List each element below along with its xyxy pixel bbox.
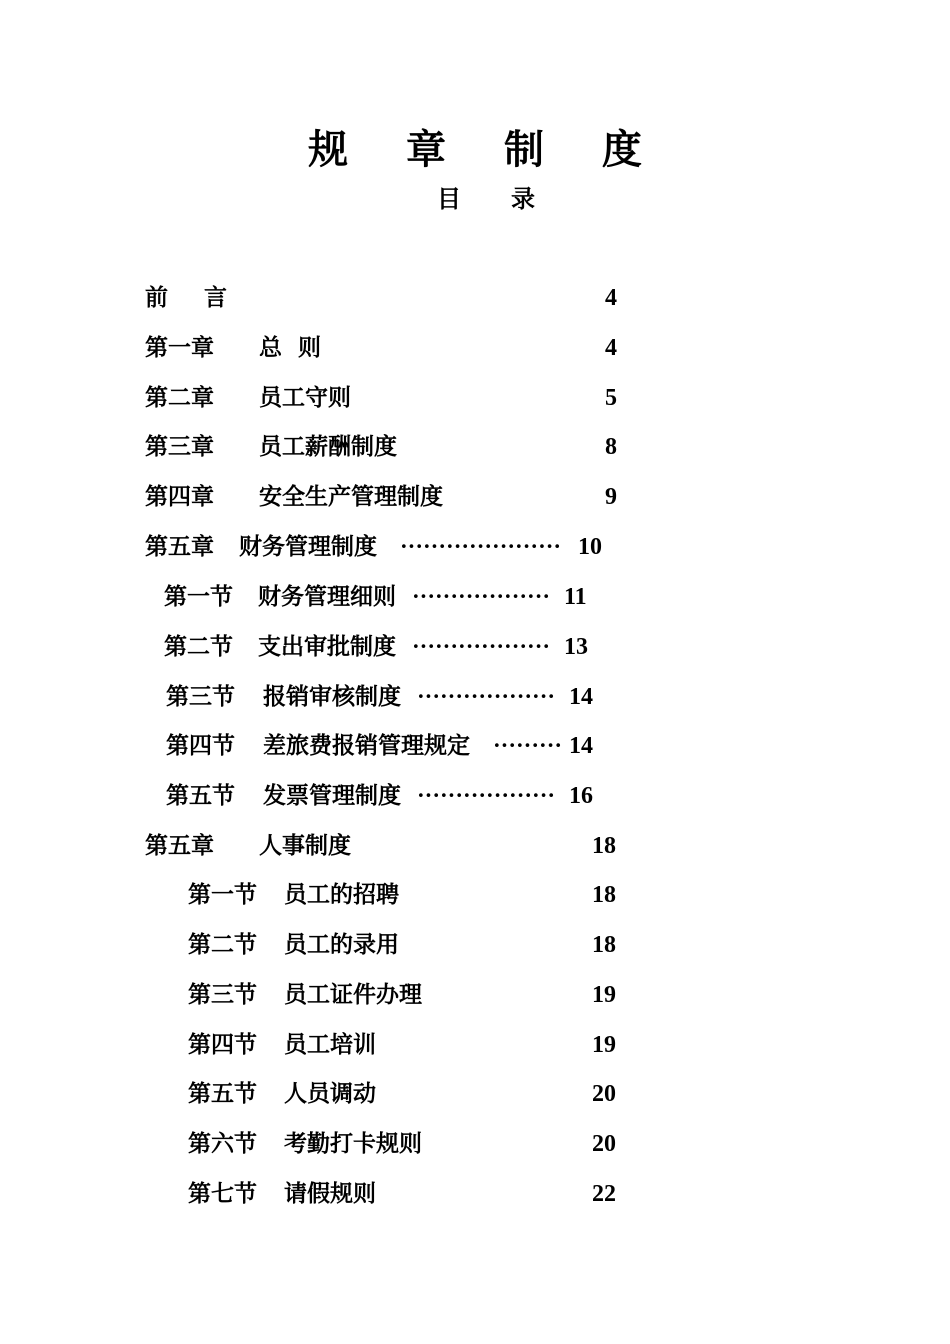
toc-entry-page: 22 bbox=[592, 1181, 616, 1207]
toc-entry-page: 18 bbox=[592, 932, 616, 958]
toc-entry-title: 员工培训 bbox=[284, 1031, 376, 1058]
toc-entry-page: 8 bbox=[605, 434, 617, 460]
toc-entry-title: 人事制度 bbox=[259, 832, 351, 859]
toc-entry-label: 第一节 bbox=[164, 583, 233, 610]
toc-entry-section[interactable] bbox=[164, 580, 604, 614]
toc-entry-label: 第三章 bbox=[145, 433, 214, 460]
toc-entry-label: 第三节 bbox=[166, 683, 235, 710]
toc-entry-page: 9 bbox=[605, 484, 617, 510]
toc-entry-label: 第四节 bbox=[188, 1031, 257, 1058]
toc-entry-label: 第五节 bbox=[166, 782, 235, 809]
toc-entry-page: 10 bbox=[578, 534, 602, 560]
toc-entry-page: 18 bbox=[592, 833, 616, 859]
toc-leader-dots: ·················· bbox=[417, 783, 556, 808]
toc-entry-label: 前 bbox=[145, 284, 168, 311]
toc-entry-title: 人员调动 bbox=[284, 1080, 376, 1107]
toc-entry-label: 第二章 bbox=[145, 384, 214, 411]
toc-entry-section[interactable] bbox=[166, 680, 606, 714]
toc-entry-chapter[interactable] bbox=[145, 381, 625, 415]
toc-entry-title: 差旅费报销管理规定 bbox=[263, 732, 470, 759]
toc-entry-page: 4 bbox=[605, 285, 617, 311]
document-title: 规 章 制 度 bbox=[308, 126, 664, 173]
toc-entry-section[interactable] bbox=[166, 779, 606, 813]
toc-leader-dots: ·················· bbox=[417, 684, 556, 709]
toc-entry-page: 20 bbox=[592, 1131, 616, 1157]
toc-entry-title: 员工的招聘 bbox=[284, 881, 399, 908]
toc-entry-chapter[interactable] bbox=[145, 331, 625, 365]
toc-entry-label: 第五章 bbox=[145, 533, 214, 560]
toc-heading-char-1: 目 bbox=[437, 184, 461, 213]
toc-entry-title: 员工的录用 bbox=[284, 931, 399, 958]
toc-entry-chapter[interactable] bbox=[145, 829, 625, 863]
toc-leader-dots: ·················· bbox=[412, 634, 551, 659]
toc-entry-label: 第一章 bbox=[145, 334, 214, 361]
toc-entry-label: 第二节 bbox=[188, 931, 257, 958]
toc-entry-title: 财务管理制度 bbox=[239, 533, 386, 560]
toc-entry-page: 5 bbox=[605, 385, 617, 411]
toc-entry-title: 总 则 bbox=[259, 334, 322, 361]
toc-entry-section[interactable] bbox=[188, 1177, 628, 1211]
toc-entry-label: 第五章 bbox=[145, 832, 214, 859]
toc-heading-char-2: 录 bbox=[511, 184, 535, 213]
toc-entry-title: 员工薪酬制度 bbox=[259, 433, 397, 460]
toc-entry-title: 员工守则 bbox=[259, 384, 351, 411]
toc-entry-page: 13 bbox=[564, 634, 588, 660]
toc-entry-section[interactable] bbox=[188, 1127, 628, 1161]
toc-entry-preface[interactable] bbox=[145, 281, 625, 315]
toc-entry-title: 考勤打卡规则 bbox=[284, 1130, 422, 1157]
toc-entry-section[interactable] bbox=[188, 978, 628, 1012]
toc-entry-label: 第五节 bbox=[188, 1080, 257, 1107]
toc-entry-title: 言 bbox=[204, 284, 228, 311]
toc-entry-section[interactable] bbox=[166, 729, 606, 763]
toc-entry-title: 报销审核制度 bbox=[263, 683, 401, 710]
toc-entry-title: 请假规则 bbox=[284, 1180, 376, 1207]
toc-entry-chapter[interactable] bbox=[145, 480, 625, 514]
toc-entry-title: 员工证件办理 bbox=[284, 981, 422, 1008]
toc-entry-chapter[interactable] bbox=[145, 530, 625, 564]
toc-entry-label: 第一节 bbox=[188, 881, 257, 908]
toc-leader-dots: ········· bbox=[493, 733, 563, 758]
toc-entry-page: 19 bbox=[592, 1032, 616, 1058]
toc-entry-page: 16 bbox=[569, 783, 593, 809]
toc-entry-title: 安全生产管理制度 bbox=[259, 483, 443, 510]
toc-entry-title: 财务管理细则 bbox=[258, 583, 396, 610]
toc-entry-page: 11 bbox=[564, 584, 587, 610]
toc-entry-page: 4 bbox=[605, 335, 617, 361]
toc-heading bbox=[0, 182, 950, 216]
toc-entry-title: 支出审批制度 bbox=[258, 633, 396, 660]
toc-entry-chapter[interactable] bbox=[145, 430, 625, 464]
toc-entry-label: 第四章 bbox=[145, 483, 214, 510]
toc-entry-section[interactable] bbox=[188, 1077, 628, 1111]
toc-entry-section[interactable] bbox=[188, 878, 628, 912]
toc-entry-label: 第四节 bbox=[166, 732, 235, 759]
toc-entry-page: 14 bbox=[569, 733, 593, 759]
toc-entry-label: 第二节 bbox=[164, 633, 233, 660]
toc-leader-dots: ····················· bbox=[400, 534, 562, 559]
toc-entry-label: 第六节 bbox=[188, 1130, 257, 1157]
toc-leader-dots: ·················· bbox=[412, 584, 551, 609]
toc-entry-page: 20 bbox=[592, 1081, 616, 1107]
toc-entry-section[interactable] bbox=[164, 630, 604, 664]
toc-entry-section[interactable] bbox=[188, 928, 628, 962]
toc-entry-page: 19 bbox=[592, 982, 616, 1008]
toc-entry-section[interactable] bbox=[188, 1028, 628, 1062]
toc-entry-label: 第三节 bbox=[188, 981, 257, 1008]
toc-entry-label: 第七节 bbox=[188, 1180, 257, 1207]
toc-entry-page: 18 bbox=[592, 882, 616, 908]
toc-entry-title: 发票管理制度 bbox=[263, 782, 401, 809]
toc-entry-page: 14 bbox=[569, 684, 593, 710]
